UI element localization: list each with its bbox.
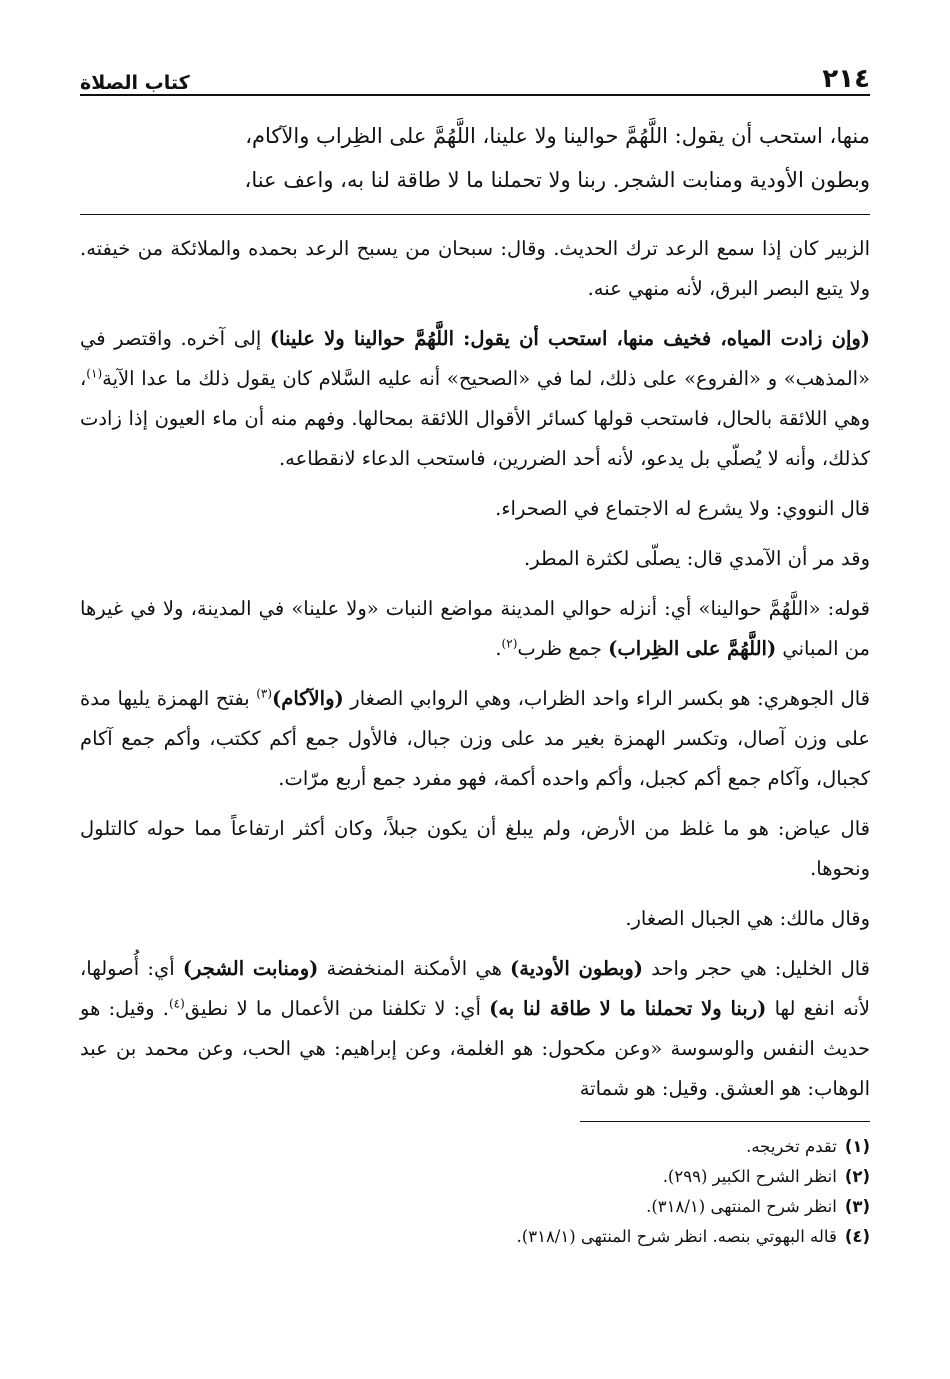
bold-quote: (والآكام) bbox=[272, 687, 344, 710]
paragraph bbox=[80, 949, 870, 1109]
paragraph: وقال مالك: هي الجبال الصغار. bbox=[625, 907, 870, 930]
text-span: أي: أُصولها، لأنه انفع لها bbox=[80, 957, 870, 1020]
footnote-ref: (٢) bbox=[501, 636, 518, 651]
text-span: . bbox=[495, 637, 502, 660]
bold-quote: (اللَّهُمَّ على الظِراب) bbox=[608, 637, 777, 660]
paragraph bbox=[80, 319, 870, 479]
text-span: قال الخليل: هي حجر واحد bbox=[643, 957, 871, 980]
paragraph: وقد مر أن الآمدي قال: يصلّى لكثرة المطر. bbox=[524, 547, 870, 570]
text-span: . وقيل: هو حديث النفس والوسوسة «وعن مكحول: هو الغلمة، وعن إبراهيم: هي الحب، وعن محمد بن عبد الوهاب: هو العشق. وقيل: هو شماتة bbox=[80, 997, 870, 1100]
footnote-number: (١) bbox=[844, 1137, 870, 1156]
page-header bbox=[80, 52, 870, 96]
matn-divider bbox=[80, 214, 870, 215]
footnote-number: (٢) bbox=[844, 1167, 870, 1186]
paragraph bbox=[80, 679, 870, 799]
bold-quote: (وبطون الأودية) bbox=[510, 957, 644, 980]
footnote-text: انظر الشرح الكبير (٢٩٩). bbox=[662, 1167, 837, 1186]
matn-line: وبطون الأودية ومنابت الشجر. ربنا ولا تحملنا ما لا طاقة لنا به، واعف عنا، bbox=[244, 168, 870, 192]
paragraph: قال عياض: هو ما غلظ من الأرض، ولم يبلغ أن يكون جبلاً، وكان أكثر ارتفاعاً مما حوله كالتلول ونحوها. bbox=[80, 817, 870, 880]
text-span: هي الأمكنة المنخفضة bbox=[318, 957, 511, 980]
bold-quote: (ومنابت الشجر) bbox=[182, 957, 319, 980]
footnote-number: (٤) bbox=[844, 1227, 870, 1246]
matn-line: منها، استحب أن يقول: اللَّهُمَّ حوالينا ولا علينا، اللَّهُمَّ على الظِراب والآكام، bbox=[245, 124, 870, 148]
footnote-text: قاله البهوتي بنصه. انظر شرح المنتهى (٣١٨/١). bbox=[516, 1227, 837, 1246]
bold-quote: (ربنا ولا تحملنا ما لا طاقة لنا به) bbox=[489, 997, 767, 1020]
footnote-divider bbox=[580, 1121, 870, 1122]
footnotes bbox=[80, 1132, 870, 1252]
page-number: ٢١٤ bbox=[822, 64, 870, 94]
footnote-text: تقدم تخريجه. bbox=[746, 1137, 837, 1156]
bold-quote: (وإن زادت المياه، فخيف منها، استحب أن يقول: اللَّهُمَّ حوالينا ولا علينا) bbox=[269, 327, 871, 350]
text-span: جمع ظرب bbox=[517, 637, 609, 660]
text-span: ، وهي اللائقة بالحال، فاستحب قولها كسائر الأقوال اللائقة بمحالها. وفهم منه أن ماء العيون إذا زادت كذلك، وأنه لا يُصلّي بل يدعو، لأنه أحد الضررين، فاستحب الدعاء لانقطاعه. bbox=[80, 367, 870, 470]
footnote bbox=[80, 1222, 870, 1252]
text-span: بفتح الهمزة يليها مدة على وزن آصال، وتكسر الهمزة بغير مد على وزن جبال، فالأول جمع أكم ككتب، وأكم جمع آكام كجبال، وآكام جمع أكم كجبل، وأكم واحده أكمة، فهو مفرد جمع أربع مرّات. bbox=[80, 687, 870, 790]
footnote bbox=[80, 1192, 870, 1222]
matn-text bbox=[80, 114, 870, 202]
footnote-ref: (٣) bbox=[256, 686, 273, 701]
footnote-number: (٣) bbox=[844, 1197, 870, 1216]
text-span: إلى آخره. واقتصر في «المذهب» و «الفروع» على ذلك، لما في «الصحيح» أنه عليه السَّلام كان يقول ذلك ما عدا الآية bbox=[80, 327, 870, 390]
footnote-text: انظر شرح المنتهى (٣١٨/١). bbox=[646, 1197, 837, 1216]
footnote-ref: (١) bbox=[86, 366, 103, 381]
text-span: قوله: «اللَّهُمَّ حوالينا» أي: أنزله حوالي المدينة مواضع النبات «ولا علينا» في المدينة، ولا في غيرها من المباني bbox=[80, 597, 870, 660]
footnote bbox=[80, 1132, 870, 1162]
text-span: قال الجوهري: هو بكسر الراء واحد الظراب، وهي الروابي الصغار bbox=[343, 687, 871, 710]
book-title: كتاب الصلاة bbox=[80, 72, 190, 94]
text-span: أي: لا تكلفنا من الأعمال ما لا نطيق bbox=[184, 997, 490, 1020]
footnote bbox=[80, 1162, 870, 1192]
footnote-ref: (٤) bbox=[168, 996, 185, 1011]
paragraph: قال النووي: ولا يشرع له الاجتماع في الصحراء. bbox=[495, 497, 870, 520]
paragraph: الزبير كان إذا سمع الرعد ترك الحديث. وقال: سبحان من يسبح الرعد بحمده والملائكة من خيفته. ولا يتبع البصر البرق، لأنه منهي عنه. bbox=[80, 237, 870, 300]
paragraph bbox=[80, 589, 870, 669]
book-page bbox=[80, 52, 870, 1252]
commentary-text bbox=[80, 229, 870, 1109]
